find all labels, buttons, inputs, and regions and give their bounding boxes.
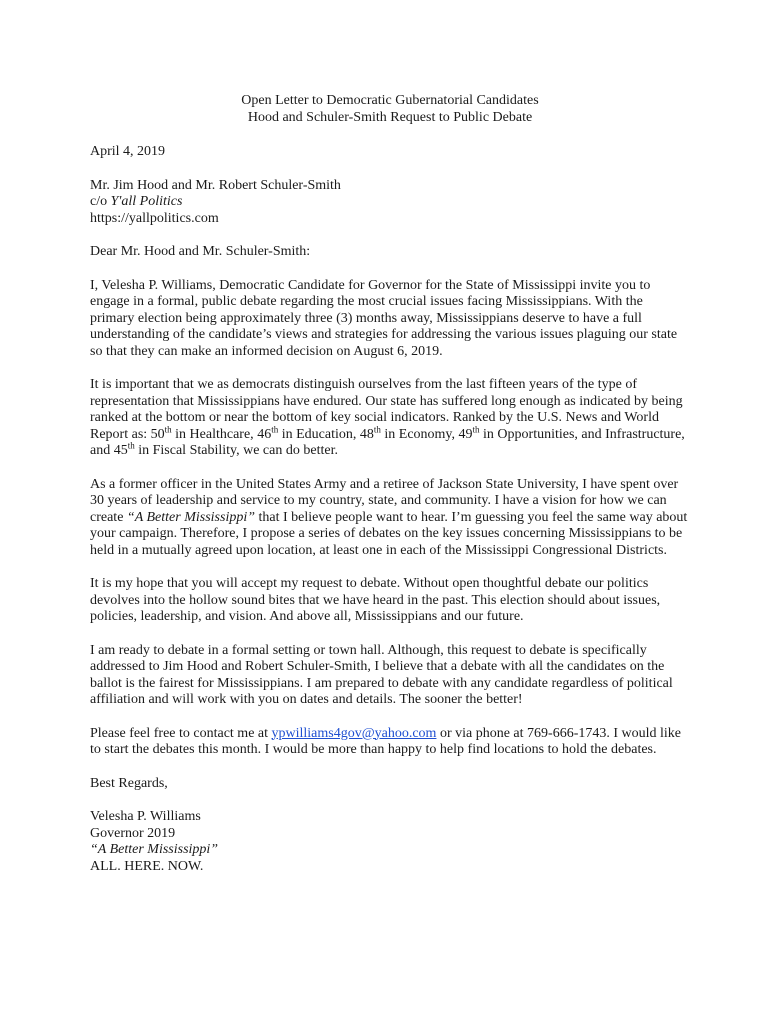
- rank-fiscal-stability: 45: [113, 443, 128, 458]
- rank-opportunities: 49: [458, 426, 473, 442]
- rank-suffix: th: [271, 423, 279, 434]
- paragraph-rankings: [90, 377, 690, 460]
- rank-label: in Opportunities, and Infrastructure, and: [90, 426, 685, 458]
- contact-text-after: or via phone at 769-666-1743. I would like to start the debates this month. I would be more than happy to help find locations to hold the debates.: [90, 725, 682, 757]
- paragraph-vision: [90, 477, 690, 560]
- paragraph-ready: I am ready to debate in a formal setting or town hall. Although, this request to debate is specifically addressed to Jim Hood and Robert Schuler-Smith, I believe that a debate with all the candidates on the ballot is the fairest for Mississippians. I am prepared to debate with any candidate regardless of political affiliation and will work with you on dates and details. The sooner the better!: [90, 642, 673, 707]
- rank-suffix: th: [164, 423, 172, 434]
- salutation: Dear Mr. Hood and Mr. Schuler-Smith:: [90, 244, 311, 259]
- title-line-1: Open Letter to Democratic Gubernatorial Candidates: [241, 93, 539, 108]
- letter-title: [90, 93, 690, 126]
- letter-body: [90, 93, 690, 875]
- vision-text-before: As a former officer in the United States Army and a retiree of Jackson State University, I have spent over 30 years of leadership and service to my country, state, and community. I have a vision for how we can create: [90, 476, 679, 525]
- vision-slogan: “A Better Mississippi”: [126, 509, 256, 525]
- recipient-address: [90, 178, 690, 228]
- rank-label: in Healthcare,: [171, 426, 258, 442]
- vision-text-after: that I believe people want to hear. I’m guessing you feel the same way about your campaign. Therefore, I propose a series of debates on the key issues concerning Mississippians to be held in a mutually agreed upon location, at least one in each of the Mississippi Congressional Districts.: [90, 509, 688, 558]
- contact-text-before: Please feel free to contact me at: [90, 725, 272, 741]
- signature-role: Governor 2019: [90, 825, 176, 841]
- rank-suffix: th: [127, 440, 135, 451]
- rankings-intro: It is important that we as democrats distinguish ourselves from the last fifteen years of the type of representation that Mississippians have endured. Our state has suffered long enough as indicated by being ranked at the bottom or near the bottom of key social indicators. Ranked by the U.S. News and World Report as:: [90, 377, 683, 442]
- care-of-name: Y'all Politics: [110, 194, 183, 209]
- email-link[interactable]: ypwilliams4gov@yahoo.com: [271, 725, 437, 741]
- rank-education: 46: [257, 426, 272, 442]
- signature-block: [90, 809, 690, 875]
- rank-label: in Economy,: [380, 426, 459, 442]
- care-of-line: [90, 194, 690, 211]
- rank-economy: 48: [359, 426, 374, 442]
- closing: Best Regards,: [90, 775, 168, 791]
- rank-suffix: th: [472, 423, 480, 434]
- rank-suffix: th: [373, 423, 381, 434]
- rank-label: in Education,: [278, 426, 360, 442]
- paragraph-invitation: I, Velesha P. Williams, Democratic Candidate for Governor for the State of Mississippi invite you to engage in a formal, public debate regarding the most crucial issues facing Mississippians. With the primary election being approximately three (3) months away, Mississippians deserve to have a full understanding of the candidate’s views and strategies for addressing the various issues plaguing our state so that they can make an informed decision on August 6, 2019.: [90, 277, 678, 359]
- rank-label: in Fiscal Stability, we can do better.: [134, 443, 338, 458]
- rank-healthcare: 50: [150, 426, 165, 442]
- signature-tagline: ALL. HERE. NOW.: [90, 858, 204, 874]
- paragraph-contact: [90, 726, 690, 759]
- letter-date: April 4, 2019: [90, 144, 166, 159]
- signature-slogan: “A Better Mississippi”: [90, 842, 219, 857]
- recipient-names: Mr. Jim Hood and Mr. Robert Schuler-Smith: [90, 177, 341, 193]
- paragraph-hope: It is my hope that you will accept my request to debate. Without open thoughtful debate our politics devolves into the hollow sound bites that we have heard in the past. This election should about issues, policies, leadership, and vision. And above all, Mississippians and our future.: [90, 576, 661, 624]
- signature-name: Velesha P. Williams: [90, 809, 201, 824]
- title-line-2: Hood and Schuler-Smith Request to Public Debate: [247, 109, 533, 125]
- care-of-prefix: c/o: [90, 194, 111, 209]
- recipient-url: https://yallpolitics.com: [90, 210, 219, 226]
